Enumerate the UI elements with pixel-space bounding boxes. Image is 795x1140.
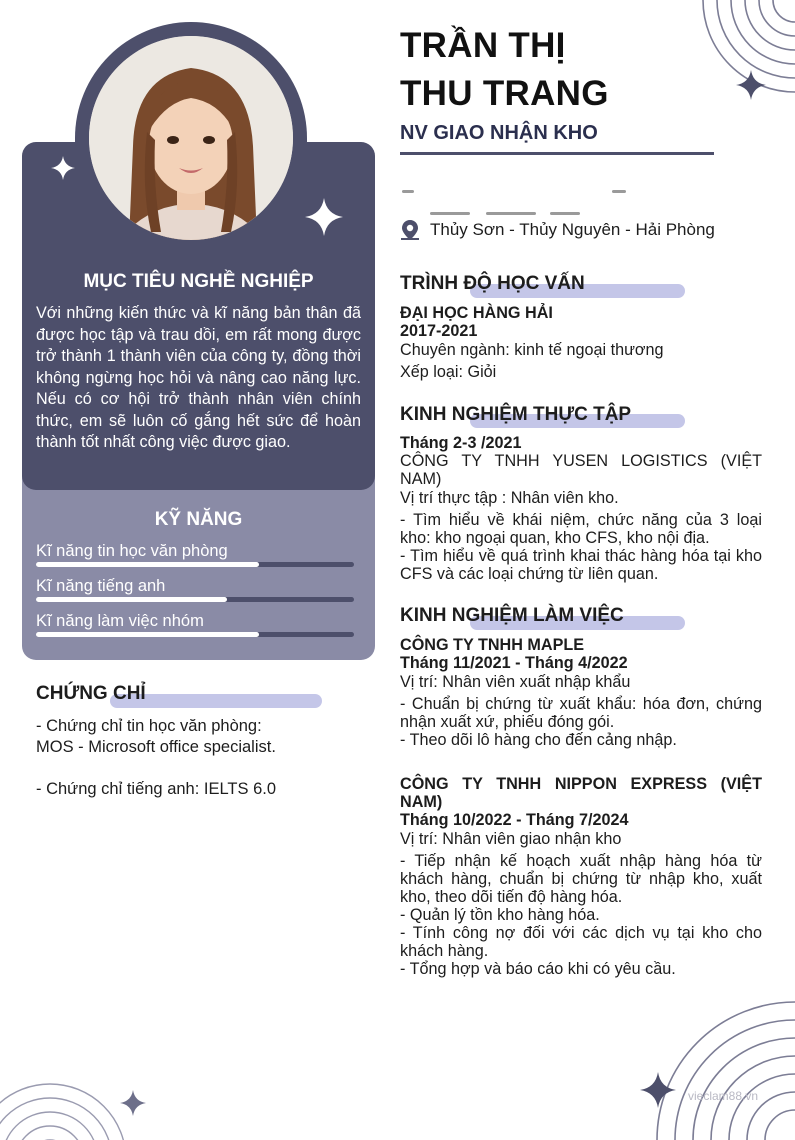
internship-company: CÔNG TY TNHH YUSEN LOGISTICS (VIỆT NAM)	[400, 452, 762, 488]
full-name	[400, 22, 609, 118]
education-grade: Xếp loại: Giỏi	[400, 363, 497, 381]
skills-title: KỸ NĂNG	[154, 509, 243, 530]
internship-title: KINH NGHIỆM THỰC TẬP	[400, 404, 632, 425]
skill-label: Kĩ năng tiếng anh	[36, 577, 166, 595]
job-title: NV GIAO NHẬN KHO	[400, 122, 598, 144]
name-line: THU TRANG	[400, 74, 609, 113]
certificate-line: MOS - Microsoft office specialist.	[36, 738, 276, 756]
job-company: CÔNG TY TNHH NIPPON EXPRESS (VIỆT NAM)	[400, 775, 762, 811]
job-duties: - Tiếp nhận kế hoạch xuất nhập hàng hóa từ khách hàng, chuẩn bị chứng từ nhập kho, xuất kho, theo dõi tiến độ hàng hóa. - Quản lý tồn kho hàng hóa. - Tính công nợ đối với các dịch vụ tại kho cho khách hàng. - Tổng hợp và báo cáo khi có yêu cầu.	[400, 852, 762, 978]
school-name: ĐẠI HỌC HÀNG HẢI	[400, 304, 553, 322]
sparkle-icon	[305, 198, 343, 236]
certificate-line: - Chứng chỉ tin học văn phòng:	[36, 717, 262, 735]
divider	[400, 152, 714, 155]
internship-period: Tháng 2-3 /2021	[400, 434, 522, 452]
job-period: Tháng 11/2021 - Tháng 4/2022	[400, 654, 628, 672]
job-duties: - Chuẩn bị chứng từ xuất khẩu: hóa đơn, chứng nhận xuất xứ, phiếu đóng gói. - Theo dõi lô hàng cho đến cảng nhập.	[400, 695, 762, 749]
certificates-title: CHỨNG CHỈ	[36, 683, 146, 704]
sparkle-icon	[736, 70, 766, 100]
objective-text: Với những kiến thức và kĩ năng bản thân đã được học tập và trau dồi, em rất mong được trở thành 1 thành viên của công ty, đồng thời không ngừng học hỏi và nâng cao năng lực. Nếu có cơ hội trở thành nhân viên chính thức, em sẽ luôn cố gắng hết sức để hoàn thành tốt nhất công việc được giao.	[36, 304, 361, 451]
skill-bar-track	[36, 562, 354, 567]
skill-label: Kĩ năng tin học văn phòng	[36, 542, 228, 560]
sparkle-icon	[640, 1072, 676, 1108]
avatar	[89, 36, 293, 240]
skill-bar-track	[36, 597, 354, 602]
job-period: Tháng 10/2022 - Tháng 7/2024	[400, 811, 629, 829]
internship-position: Vị trí thực tập : Nhân viên kho.	[400, 489, 619, 507]
education-major: Chuyên ngành: kinh tế ngoại thương	[400, 341, 664, 359]
sparkle-icon	[51, 156, 75, 180]
skill-item	[36, 541, 354, 567]
job-position: Vị trí: Nhân viên xuất nhập khẩu	[400, 673, 631, 691]
skill-item	[36, 611, 354, 637]
skill-bar-track	[36, 632, 354, 637]
skill-label: Kĩ năng làm việc nhóm	[36, 612, 204, 630]
contact-hidden	[400, 186, 700, 216]
concentric-arcs-bottom-left	[0, 1060, 130, 1140]
skill-item	[36, 576, 354, 602]
address	[400, 219, 715, 241]
internship-duties: - Tìm hiểu về khái niệm, chức năng của 3 loại kho: kho ngoại quan, kho CFS, kho nội địa. - Tìm hiểu về quá trình khai thác hàng hóa tại kho CFS và các loại chứng từ liên quan.	[400, 511, 762, 583]
objective-title: MỤC TIÊU NGHỀ NGHIỆP	[83, 271, 314, 292]
skill-bar-fill	[36, 562, 259, 567]
watermark: vieclam88.vn	[688, 1089, 759, 1103]
work-title: KINH NGHIỆM LÀM VIỆC	[400, 605, 624, 626]
job-position: Vị trí: Nhân viên giao nhận kho	[400, 830, 622, 848]
sparkle-icon	[120, 1090, 146, 1116]
location-pin-icon	[400, 219, 420, 241]
skill-bar-fill	[36, 597, 227, 602]
concentric-arcs-bottom-right	[650, 960, 795, 1140]
address-text: Thủy Sơn - Thủy Nguyên - Hải Phòng	[430, 220, 715, 239]
skill-bar-fill	[36, 632, 259, 637]
education-years: 2017-2021	[400, 322, 478, 340]
name-line: TRẦN THỊ	[400, 26, 566, 65]
certificate-line: - Chứng chỉ tiếng anh: IELTS 6.0	[36, 780, 277, 798]
job-company: CÔNG TY TNHH MAPLE	[400, 636, 585, 654]
education-title: TRÌNH ĐỘ HỌC VẤN	[400, 273, 585, 294]
